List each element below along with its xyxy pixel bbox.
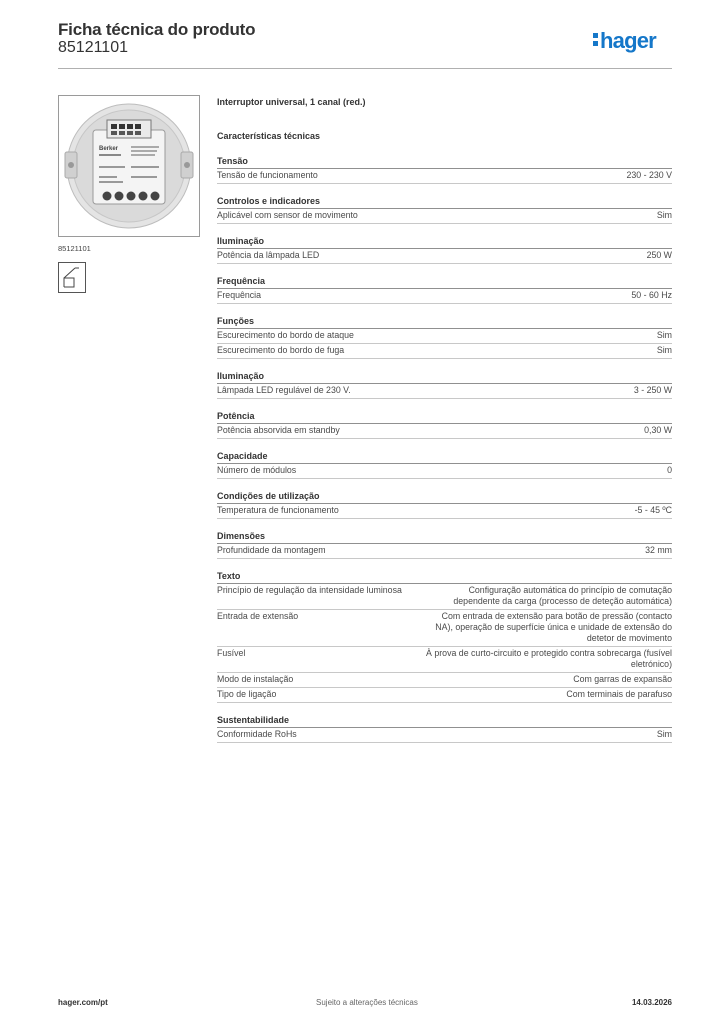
section-texto [217,571,672,703]
spec-row [217,424,672,439]
spec-label: Frequência [217,290,262,300]
spec-label: Potência absorvida em standby [217,425,340,435]
spec-value: 0,30 W [644,425,672,435]
spec-label: Princípio de regulação da intensidade luminosa [217,585,402,595]
spec-row [217,329,672,344]
spec-row [217,384,672,399]
spec-value: À prova de curto-circuito e protegido contra sobrecarga (fusível eletrónico) [426,648,672,669]
logo-text: hager [600,28,656,53]
spec-row [217,544,672,559]
spec-value: 3 - 250 W [633,385,672,395]
section-frequencia [217,276,672,304]
hager-logo [592,27,674,57]
spec-label: Profundidade da montagem [217,545,326,555]
section-title: Iluminação [217,236,672,249]
spec-label: Tensão de funcionamento [217,170,318,180]
section-sustentabilidade [217,715,672,743]
spec-value: 32 mm [645,545,672,555]
product-image [58,95,200,237]
spec-row [217,209,672,224]
spec-label: Número de módulos [217,465,297,475]
footer-date: 14.03.2026 [631,998,672,1007]
spec-label: Conformidade RoHs [217,729,297,739]
spec-row [217,584,672,610]
section-title: Dimensões [217,531,672,544]
spec-value: 0 [667,465,672,475]
spec-value: Com entrada de extensão para botão de pressão (contacto NA), operação de superfície única e unidade de extensão do detetor de movimento [435,611,672,643]
section-funcoes [217,316,672,359]
spec-label: Modo de instalação [217,674,294,684]
spec-value: -5 - 45 ºC [634,505,672,515]
spec-row [217,289,672,304]
footer-website-link[interactable]: hager.com/pt [58,998,108,1007]
section-iluminacao [217,236,672,264]
section-potencia [217,411,672,439]
spec-value: Sim [656,330,672,340]
section-title: Capacidade [217,451,672,464]
section-condicoes [217,491,672,519]
section-title: Sustentabilidade [217,715,672,728]
spec-row [217,688,672,703]
spec-row [217,249,672,264]
spec-row [217,344,672,359]
section-controlos [217,196,672,224]
section-title: Condições de utilização [217,491,672,504]
header-divider [58,68,672,69]
section-tensao [217,156,672,184]
spec-label: Tipo de ligação [217,689,277,699]
spec-value: Sim [656,345,672,355]
spec-row [217,169,672,184]
spec-label: Temperatura de funcionamento [217,505,339,515]
dimmer-symbol-icon [58,262,86,293]
section-iluminacao-2 [217,371,672,399]
spec-value: Sim [656,729,672,739]
spec-value: Configuração automática do princípio de comutação dependente da carga (processo de deteção automática) [453,585,672,606]
spec-label: Aplicável com sensor de movimento [217,210,358,220]
spec-content [217,96,672,743]
product-name: Interruptor universal, 1 canal (red.) [217,97,366,107]
image-brand-text: Berker [99,146,119,152]
spec-value: 250 W [646,250,672,260]
product-number: 85121101 [58,39,128,56]
spec-row [217,464,672,479]
section-title: Frequência [217,276,672,289]
section-title: Controlos e indicadores [217,196,672,209]
spec-label: Escurecimento do bordo de ataque [217,330,354,340]
section-dimensoes [217,531,672,559]
section-title: Tensão [217,156,672,169]
spec-label: Entrada de extensão [217,611,299,621]
section-title: Iluminação [217,371,672,384]
spec-label: Escurecimento do bordo de fuga [217,345,345,355]
tech-characteristics-heading: Características técnicas [217,131,321,141]
spec-row [217,647,672,673]
section-title: Potência [217,411,672,424]
spec-row [217,610,672,647]
spec-label: Potência da lâmpada LED [217,250,320,260]
spec-value: Com terminais de parafuso [566,689,672,699]
spec-label: Lâmpada LED regulável de 230 V. [217,385,351,395]
spec-label: Fusível [217,648,246,658]
section-title: Funções [217,316,672,329]
spec-row [217,504,672,519]
spec-value: Com garras de expansão [573,674,672,684]
spec-row [217,673,672,688]
spec-row [217,728,672,743]
spec-value: 230 - 230 V [626,170,672,180]
section-title: Texto [217,571,672,584]
image-caption: 85121101 [58,244,91,253]
footer-notice: Sujeito a alterações técnicas [316,998,418,1007]
spec-value: 50 - 60 Hz [631,290,672,300]
spec-value: Sim [656,210,672,220]
page-title: Ficha técnica do produto [58,20,256,39]
section-capacidade [217,451,672,479]
